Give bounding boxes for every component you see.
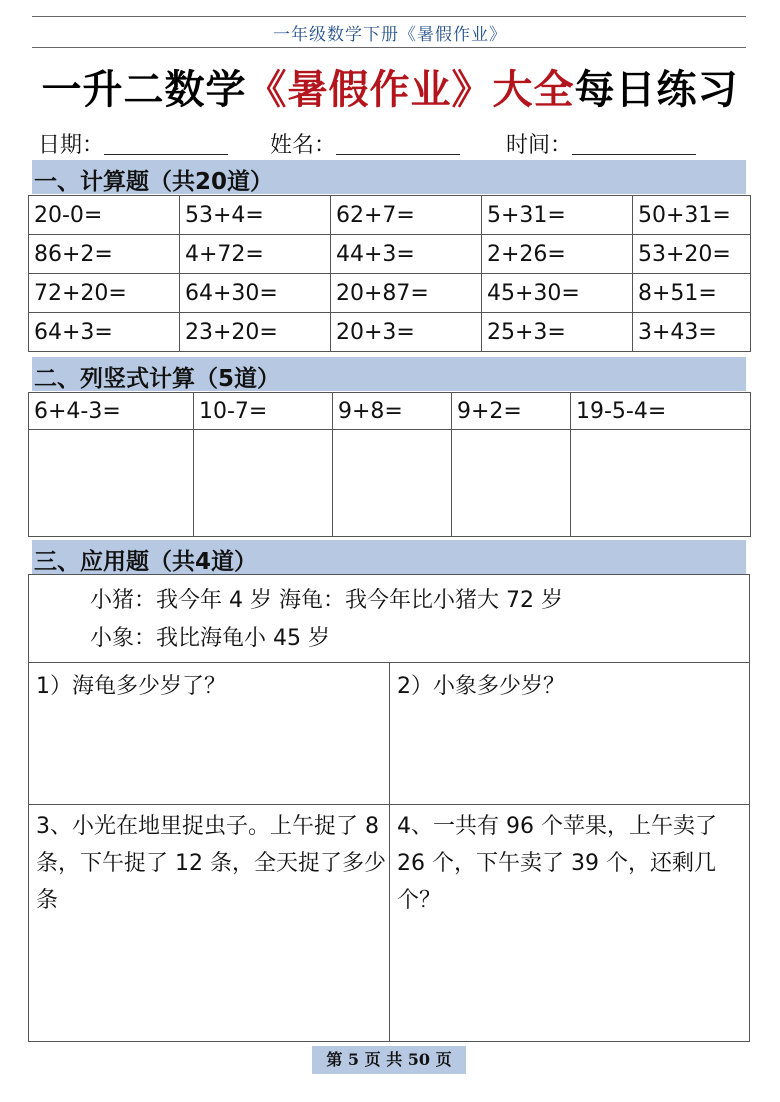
name-blank[interactable]	[336, 128, 460, 155]
calc-item: 64+3=	[29, 313, 180, 352]
vertical-item: 19-5-4=	[571, 393, 751, 430]
word-intro-line2: 小象：我比海龟小 45 岁	[90, 626, 330, 651]
calc-item: 64+30=	[180, 274, 331, 313]
calc-item: 2+26=	[482, 235, 633, 274]
calc-item: 86+2=	[29, 235, 180, 274]
word-intro-line1: 小猪：我今年 4 岁 海龟：我今年比小猪大 72 岁	[90, 588, 563, 613]
page-number: 第 5 页 共 50 页	[312, 1046, 466, 1074]
title-part2: 《暑假作业》大全	[246, 67, 575, 113]
time-blank[interactable]	[572, 128, 696, 155]
time-field	[506, 128, 696, 159]
date-field	[38, 128, 228, 159]
running-header: 一年级数学下册《暑假作业》	[273, 25, 507, 45]
calc-item: 62+7=	[331, 196, 482, 235]
calc-item: 44+3=	[331, 235, 482, 274]
question-2: 2）小象多少岁？	[397, 674, 565, 699]
vertical-answer-space[interactable]	[194, 430, 333, 537]
calc-item: 53+4=	[180, 196, 331, 235]
time-label: 时间：	[506, 133, 573, 158]
calc-item: 8+51=	[633, 274, 751, 313]
calc-item: 25+3=	[482, 313, 633, 352]
calc-item: 53+20=	[633, 235, 751, 274]
name-label: 姓名：	[270, 133, 337, 158]
calc-item: 72+20=	[29, 274, 180, 313]
calc-row	[29, 313, 751, 352]
header-top-rule	[32, 16, 746, 17]
calc-item: 20-0=	[29, 196, 180, 235]
calc-item: 4+72=	[180, 235, 331, 274]
vertical-calc-table	[28, 392, 751, 537]
calc-item: 23+20=	[180, 313, 331, 352]
calc-row	[29, 235, 751, 274]
calc-row	[29, 196, 751, 235]
vertical-item: 9+2=	[452, 393, 571, 430]
page-title	[0, 58, 780, 115]
vertical-answer-space[interactable]	[452, 430, 571, 537]
vertical-answer-space[interactable]	[571, 430, 751, 537]
question-4: 4、一共有 96 个苹果，上午卖了 26 个，下午卖了 39 个，还剩几个？	[397, 814, 717, 913]
question-1: 1）海龟多少岁了？	[36, 674, 226, 699]
vertical-item: 6+4-3=	[29, 393, 194, 430]
calc-item: 20+3=	[331, 313, 482, 352]
header-bottom-rule	[32, 47, 746, 48]
calc-item: 45+30=	[482, 274, 633, 313]
title-part1: 一升二数学	[41, 67, 247, 113]
date-label: 日期：	[38, 133, 105, 158]
question-3: 3、小光在地里捉虫子。上午捉了 8 条，下午捉了 12 条，全天捉了多少条	[36, 814, 386, 913]
calc-row	[29, 274, 751, 313]
section3-title: 三、应用题（共4道）	[34, 549, 258, 575]
vertical-item: 10-7=	[194, 393, 333, 430]
section2-title: 二、列竖式计算（5道）	[34, 366, 281, 392]
calc-table	[28, 195, 751, 352]
calc-item: 3+43=	[633, 313, 751, 352]
section1-title: 一、计算题（共20道）	[34, 169, 274, 195]
name-field	[270, 128, 460, 159]
date-blank[interactable]	[104, 128, 228, 155]
vertical-answer-space[interactable]	[333, 430, 452, 537]
calc-item: 5+31=	[482, 196, 633, 235]
title-part3: 每日练习	[574, 67, 739, 113]
calc-item: 50+31=	[633, 196, 751, 235]
calc-item: 20+87=	[331, 274, 482, 313]
vertical-item: 9+8=	[333, 393, 452, 430]
vertical-answer-space[interactable]	[29, 430, 194, 537]
divider	[389, 662, 390, 1042]
